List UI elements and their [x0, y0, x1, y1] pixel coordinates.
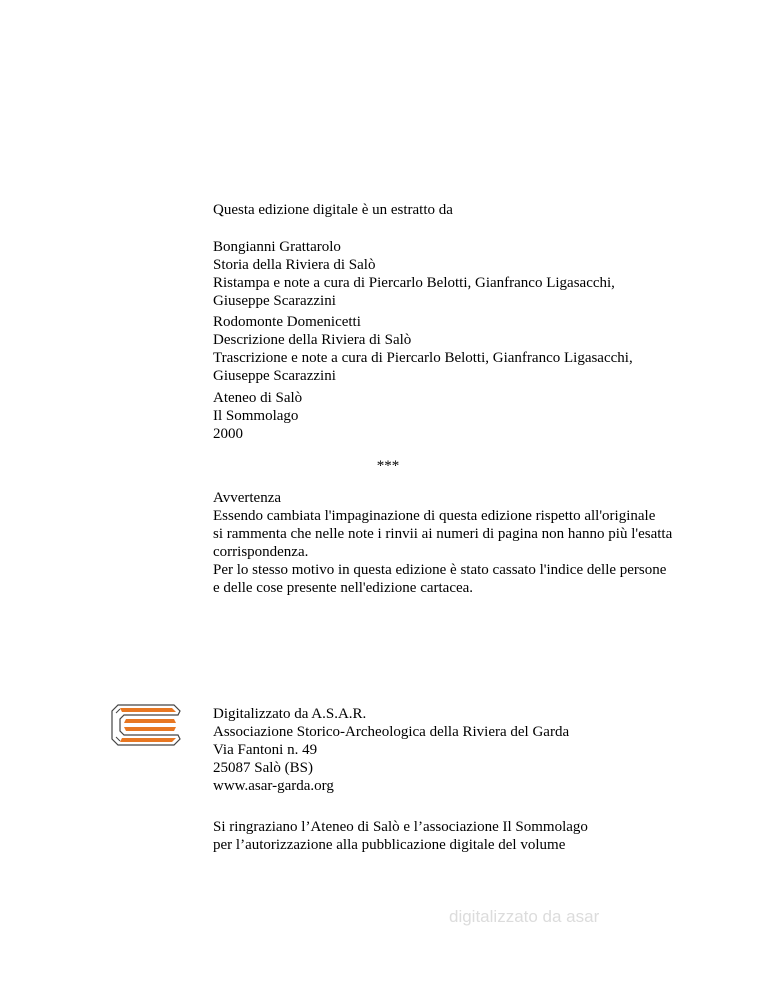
publisher-info: [213, 389, 713, 443]
work2-editors: Trascrizione e note a cura di Piercarlo Belotti, Gianfranco Ligasacchi,: [213, 350, 633, 366]
digitizer-block: [213, 705, 713, 795]
thanks-line: Si ringraziano l’Ateneo di Salò e l’associazione Il Sommolago: [213, 819, 588, 835]
notice-line: Per lo stesso motivo in questa edizione è stato cassato l'indice delle persone: [213, 562, 667, 578]
digitizer-association: Associazione Storico-Archeologica della Riviera del Garda: [213, 724, 570, 740]
notice-line: si rammenta che nelle note i rinvii ai numeri di pagina non hanno più l'esatta: [213, 526, 673, 542]
intro-text: [213, 201, 713, 219]
notice-line: Essendo cambiata l'impaginazione di questa edizione rispetto all'originale: [213, 508, 656, 524]
work2-author: Rodomonte Domenicetti: [213, 314, 361, 330]
thanks-block: [213, 818, 713, 854]
notice-line: corrispondenza.: [213, 544, 309, 560]
notice-block: [213, 489, 713, 597]
notice-heading: Avvertenza: [213, 490, 282, 506]
work1-citation: [213, 238, 713, 310]
publisher-name: Ateneo di Salò: [213, 390, 303, 406]
separator: ***: [376, 458, 400, 474]
work1-title: Storia della Riviera di Salò: [213, 257, 376, 273]
work2-title: Descrizione della Riviera di Salò: [213, 332, 412, 348]
digitizer-street: Via Fantoni n. 49: [213, 742, 318, 758]
work2-editors-cont: Giuseppe Scarazzini: [213, 368, 336, 384]
publisher-year: 2000: [213, 426, 243, 442]
intro-line: Questa edizione digitale è un estratto da: [213, 202, 453, 218]
work2-citation: [213, 313, 713, 385]
watermark: digitalizzato da asar: [449, 907, 600, 926]
digitizer-website: www.asar-garda.org: [213, 778, 334, 794]
digitizer-city: 25087 Salò (BS): [213, 760, 314, 776]
work1-author: Bongianni Grattarolo: [213, 239, 341, 255]
asar-logo-icon: [110, 701, 182, 749]
notice-line: e delle cose presente nell'edizione cartacea.: [213, 580, 474, 596]
work1-editors: Ristampa e note a cura di Piercarlo Belotti, Gianfranco Ligasacchi,: [213, 275, 615, 291]
work1-editors-cont: Giuseppe Scarazzini: [213, 293, 336, 309]
thanks-line: per l’autorizzazione alla pubblicazione digitale del volume: [213, 837, 566, 853]
digitizer-name: Digitalizzato da A.S.A.R.: [213, 706, 367, 722]
publisher-series: Il Sommolago: [213, 408, 299, 424]
